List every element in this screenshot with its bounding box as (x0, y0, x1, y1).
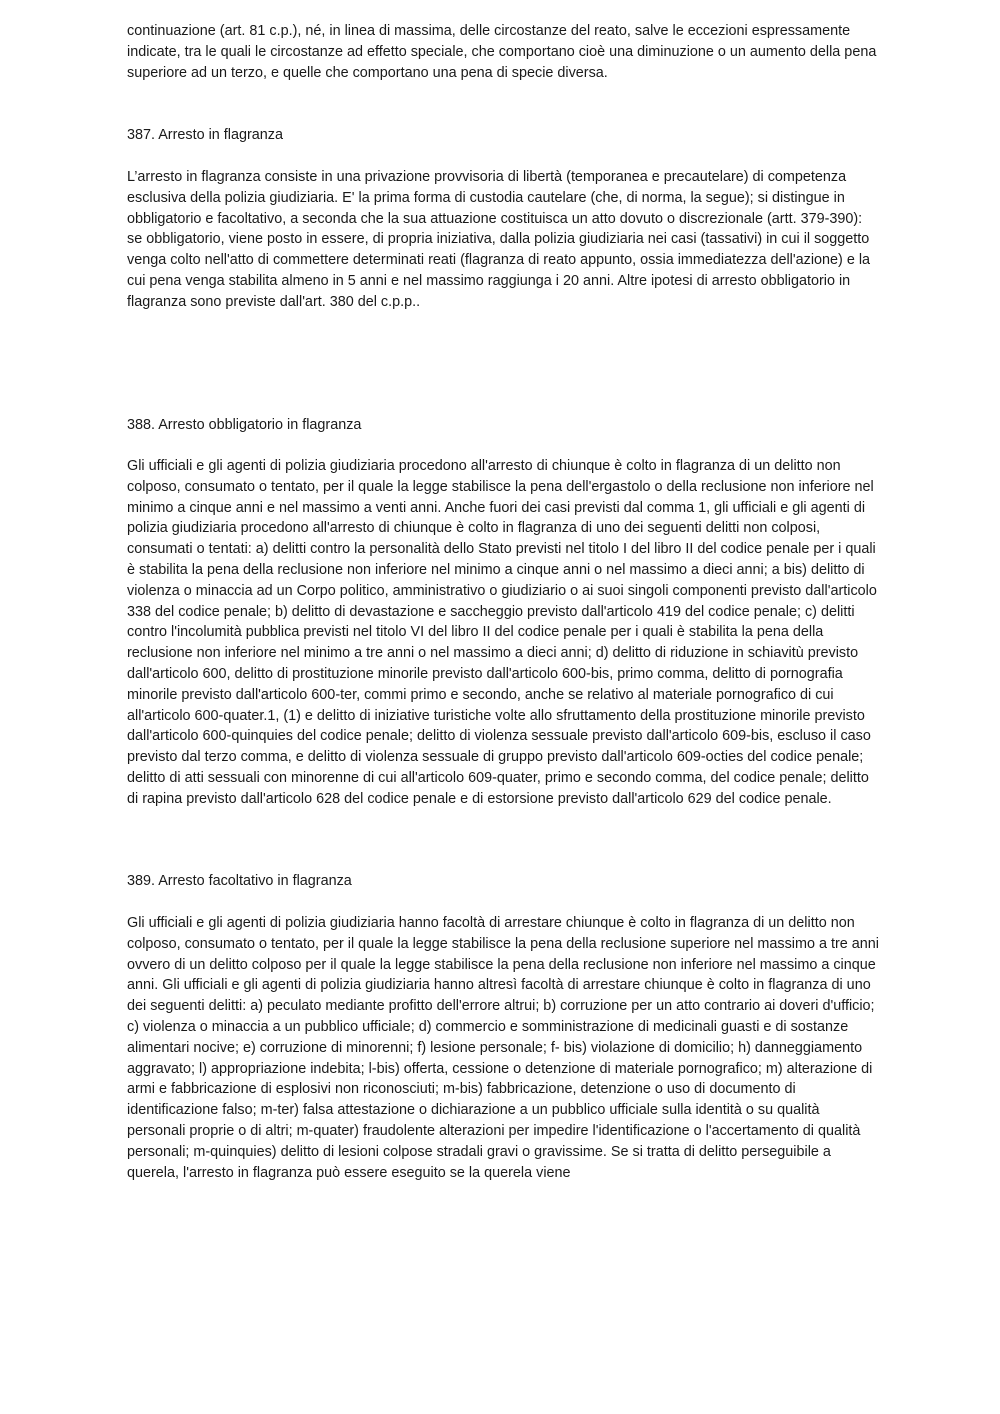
section-heading-388: 388. Arresto obbligatorio in flagranza (127, 417, 362, 433)
section-heading-387: 387. Arresto in flagranza (127, 127, 283, 143)
section-body-387: L’arresto in flagranza consiste in una privazione provvisoria di libertà (temporanea e precautelare) di competenza esclusiva della polizia giudiziaria. E' la prima forma di custodia cautelare (che, di norma, la segue); si distingue in obbligatorio e facoltativo, a seconda che la sua attuazione costituisca un atto dovuto o discrezionale (artt. 379-390): se obbligatorio, viene posto in essere, di propria iniziativa, dalla polizia giudiziaria nei casi (tassativi) in cui il soggetto venga colto nell'atto di commettere determinati reati (flagranza di reato appunto, ossia immediatezza dell'azione) e la cui pena venga stabilita almeno in 5 anni e nel massimo raggiunga i 20 anni. Altre ipotesi di arresto obbligatorio in flagranza sono previste dall'art. 380 del c.p.p.. (127, 169, 871, 310)
section-heading-389: 389. Arresto facoltativo in flagranza (127, 873, 352, 889)
section-body-389: Gli ufficiali e gli agenti di polizia giudiziaria hanno facoltà di arrestare chiunque è colto in flagranza di un delitto non colposo, consumato o tentato, per il quale la legge stabilisce la pena della reclusione superiore nel massimo a tre anni ovvero di un delitto colposo per il quale la legge stabilisce la pena della reclusione non inferiore nel massimo a cinque anni. Gli ufficiali e gli agenti di polizia giudiziaria hanno altresì facoltà di arrestare chiunque è colto in flagranza di uno dei seguenti delitti: a) peculato mediante profitto dell'errore altrui; b) corruzione per un atto contrario ai doveri d'ufficio; c) violenza o minaccia a un pubblico ufficiale; d) commercio e somministrazione di medicinali guasti e di sostanze alimentari nocive; e) corruzione di minorenni; f) lesione personale; f- bis) violazione di domicilio; h) danneggiamento aggravato; l) appropriazione indebita; l-bis) offerta, cessione o detenzione di materiale pornografico; m) alterazione di armi e fabbricazione di esplosivi non riconosciuti; m-bis) fabbricazione, detenzione o uso di documento di identificazione falso; m-ter) falsa attestazione o dichiarazione a un pubblico ufficiale sulla identità o su qualità personali proprie o di altri; m-quater) fraudolente alterazioni per impedire l'identificazione o l'accertamento di qualità personali; m-quinquies) delitto di lesioni colpose stradali gravi o gravissime. Se si tratta di delitto perseguibile a querela, l'arresto in flagranza può essere eseguito se la querela viene (127, 915, 879, 1181)
intro-paragraph: continuazione (art. 81 c.p.), né, in linea di massima, delle circostanze del reato, salve le eccezioni espressamente indicate, tra le quali le circostanze ad effetto speciale, che comportano cioè una diminuzione o un aumento della pena superiore ad un terzo, e quelle che comportano una pena di specie diversa. (127, 23, 877, 81)
section-body-388: Gli ufficiali e gli agenti di polizia giudiziaria procedono all'arresto di chiunque è colto in flagranza di un delitto non colposo, consumato o tentato, per il quale la legge stabilisce la pena dell'ergastolo o della reclusione non inferiore nel minimo a cinque anni e nel massimo a venti anni. Anche fuori dei casi previsti dal comma 1, gli ufficiali e gli agenti di polizia giudiziaria procedono all'arresto di chiunque è colto in flagranza di uno dei seguenti delitti non colposi, consumati o tentati: a) delitti contro la personalità dello Stato previsti nel titolo I del libro II del codice penale per i quali è stabilita la pena della reclusione non inferiore nel minimo a cinque anni o nel massimo a dieci anni; a bis) delitto di violenza o minaccia ad un Corpo politico, amministrativo o giudiziario o ai suoi singoli componenti previsto dall'articolo 338 del codice penale; b) delitto di devastazione e saccheggio previsto dall'articolo 419 del codice penale; c) delitti contro l'incolumità pubblica previsti nel titolo VI del libro II del codice penale per i quali è stabilita la pena della reclusione non inferiore nel minimo a tre anni o nel massimo a dieci anni; d) delitto di riduzione in schiavitù previsto dall'articolo 600, delitto di prostituzione minorile previsto dall'articolo 600-bis, primo comma, delitto di pornografia minorile previsto dall'articolo 600-ter, commi primo e secondo, anche se relativo al materiale pornografico di cui all'articolo 600-quater.1, (1) e delitto di iniziative turistiche volte allo sfruttamento della prostituzione minorile previsto dall'articolo 600-quinquies del codice penale; delitto di violenza sessuale previsto dall'articolo 609-bis, escluso il caso previsto dal terzo comma, e delitto di violenza sessuale di gruppo previsto dall'articolo 609-octies del codice penale; delitto di atti sessuali con minorenne di cui all'articolo 609-quater, primo e secondo comma, del codice penale; delitto di rapina previsto dall'articolo 628 del codice penale e di estorsione previsto dall'articolo 629 del codice penale. (127, 458, 877, 807)
